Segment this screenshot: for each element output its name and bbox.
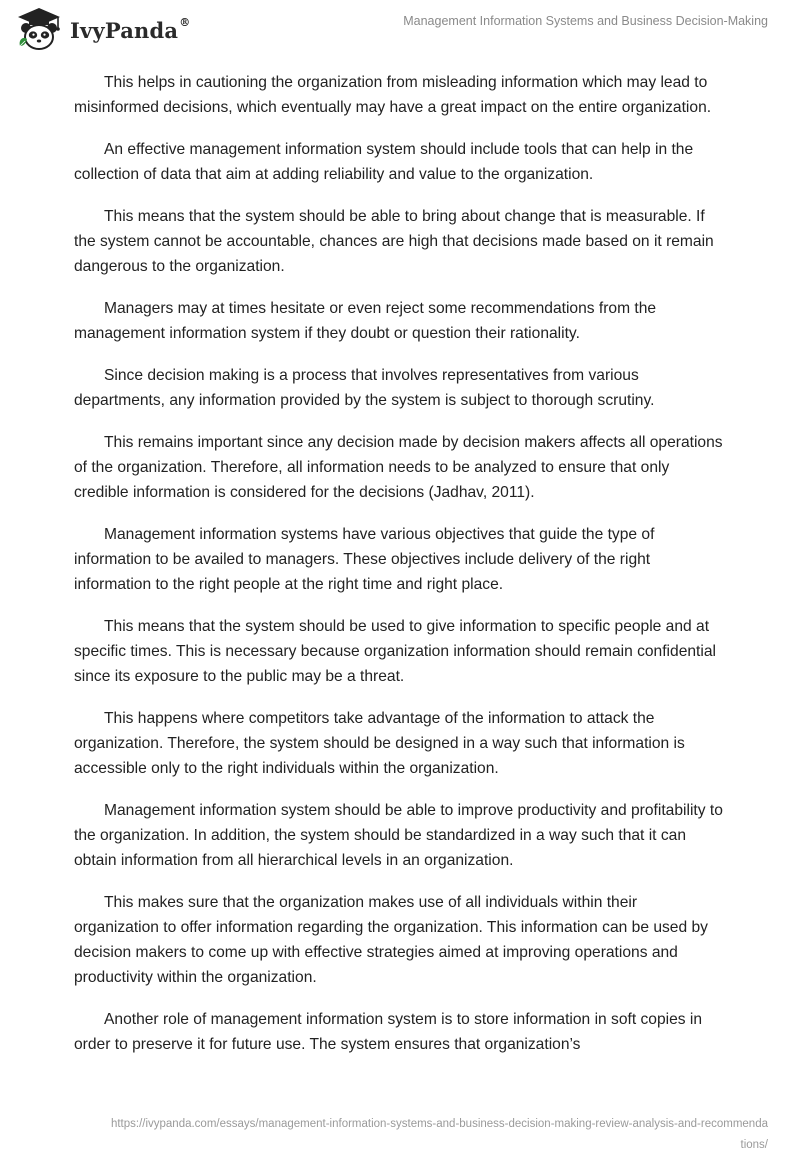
paragraph: Since decision making is a process that involves representatives from various departments, any information provided by the system is subject to thorough scrutiny. xyxy=(74,367,655,409)
paragraph: This helps in cautioning the organization from misleading information which may lead to misinformed decisions, which eventually may have a great impact on the entire organization. xyxy=(74,74,712,116)
essay-body xyxy=(74,70,726,1074)
brand-name: IvyPanda® xyxy=(70,15,191,43)
paragraph: This remains important since any decision made by decision makers affects all operations of the organization. Therefore, all information needs to be analyzed to ensure that only credible information is considered for the decisions (Jadhav, 2011). xyxy=(74,434,723,501)
paragraph: Managers may at times hesitate or even reject some recommendations from the management information system if they doubt or question their rationality. xyxy=(74,300,657,342)
ivypanda-logo[interactable] xyxy=(14,6,190,54)
paragraph: Management information systems have various objectives that guide the type of information to be availed to managers. These objectives include delivery of the right information to the right people at the right time and right place. xyxy=(74,526,655,593)
page-header xyxy=(0,0,800,60)
paragraph: Management information system should be able to improve productivity and profitability to the organization. In addition, the system should be standardized in a way such that it can obtain information from all hierarchical levels in an organization. xyxy=(74,802,723,869)
document-title: Management Information Systems and Business Decision-Making xyxy=(403,14,768,28)
panda-graduate-icon xyxy=(14,6,64,54)
paragraph: An effective management information system should include tools that can help in the collection of data that aim at adding reliability and value to the organization. xyxy=(74,141,694,183)
paragraph: This means that the system should be used to give information to specific people and at specific times. This is necessary because organization information should remain confidential since its exposure to the public may be a threat. xyxy=(74,618,716,685)
paragraph: This means that the system should be able to bring about change that is measurable. If the system cannot be accountable, chances are high that decisions made based on it remain dangerous to the organization. xyxy=(74,208,714,275)
paragraph: This happens where competitors take advantage of the information to attack the organization. Therefore, the system should be designed in a way such that information is accessible only to the right individuals within the organization. xyxy=(74,710,685,777)
source-url[interactable]: https://ivypanda.com/essays/management-information-systems-and-business-decision-making-review-analysis-and-recommendations/ xyxy=(110,1118,768,1151)
paragraph: Another role of management information system is to store information in soft copies in order to preserve it for future use. The system ensures that organization’s xyxy=(74,1011,703,1053)
paragraph: This makes sure that the organization makes use of all individuals within their organization to offer information regarding the organization. This information can be used by decision makers to come up with effective strategies aimed at improving operations and productivity within the organization. xyxy=(74,894,708,986)
